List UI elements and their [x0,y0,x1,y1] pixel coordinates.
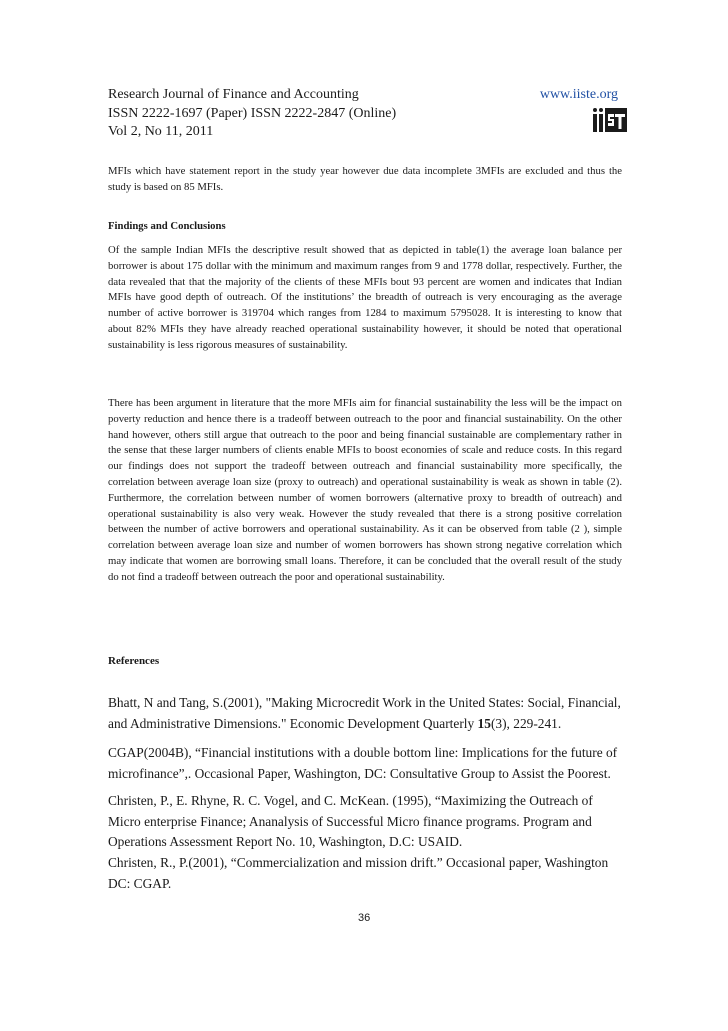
journal-url-link[interactable]: www.iiste.org [539,87,618,102]
reference-text: CGAP(2004B), “Financial institutions with a double bottom line: Implications for the future of microfinance”,. Occasional Paper, Washington, DC: Consultative Group to Assist the Poorest. [108,745,618,781]
reference-text: Christen, R., P.(2001), “Commercialization and mission drift.” Occasional paper, Washington DC: CGAP. [108,855,609,891]
page-number: 36 [358,912,371,924]
findings-paragraph-1: Of the sample Indian MFIs the descriptive result showed that as depicted in table(1) the average loan balance per borrower is about 175 dollar with the minimum and maximum ranges from 9 and 1778 dollar, respectively. Further, the data revealed that that the majority of the clients of these MFIs bout 93 percent are women and indicates that Indian MFIs have good depth of outreach. Of the institutions’ the breadth of outreach is very encouraging as the average number of active borrower is 319704 which ranges from 1284 to maximum 5795028. It is interesting to know that about 82% MFIs they have already reached operational sustainability however, it should be noted that operational sustainability is less rigorous measures of sustainability. [108,244,622,351]
iiste-logo [593,106,629,132]
issn-line: ISSN 2222-1697 (Paper) ISSN 2222-2847 (Online) [108,105,397,121]
reference-pages: (3), 229-241. [490,715,562,731]
journal-title: Research Journal of Finance and Accounting [108,87,359,102]
reference-item [108,693,622,734]
intro-paragraph: MFIs which have statement report in the study year however due data incomplete 3MFIs are excluded and thus the study is based on 85 MFIs. [108,165,622,193]
reference-item [108,791,622,853]
findings-paragraph-2: There has been argument in literature that the more MFIs aim for financial sustainability the less will be the impact on poverty reduction and hence there is a tradeoff between outreach to the poor and financial sustainability. On the other hand however, others still argue that outreach to the poor and being financial sustainable are complementary rather in the sense that these larger numbers of clients enable MFIs to boost economies of scale and reduce costs. In this regard our findings does not support the tradeoff between outreach and financial sustainability more specifically, the correlation between average loan size (proxy to outreach) and operational sustainability is weak as shown in table (2). Furthermore, the correlation between number of women borrowers (alternative proxy to breadth of outreach) and operational sustainability is also very weak. However the study revealed that there is a strong positive correlation between the number of active borrowers and operational sustainability. As it can be observed from table (2 ), simple correlation between average loan size and number of women borrowers has shown strong negative correlation which may indicate that women are borrowing small loans. Therefore, it can be concluded that the overall result of the study do not find a tradeoff between outreach the poor and operational sustainability. [108,397,622,583]
reference-text: Bhatt, N and Tang, S.(2001), "Making Microcredit Work in the United States: Social, Financial, and Administrative Dimensions." Economic Development Quarterly [108,695,621,731]
reference-volume: 15 [477,715,491,731]
reference-text: Christen, P., E. Rhyne, R. C. Vogel, and C. McKean. (1995), “Maximizing the Outreach of Micro enterprise Finance; Ananalysis of Successful Micro finance programs. Program and Operations Assessment Report No. 10, Washington, D.C: USAID. [108,793,593,849]
findings-heading: Findings and Conclusions [108,220,226,232]
journal-header [108,86,622,142]
volume-line: Vol 2, No 11, 2011 [108,124,214,139]
reference-item [108,853,622,894]
reference-item [108,743,622,784]
references-heading: References [108,655,160,667]
